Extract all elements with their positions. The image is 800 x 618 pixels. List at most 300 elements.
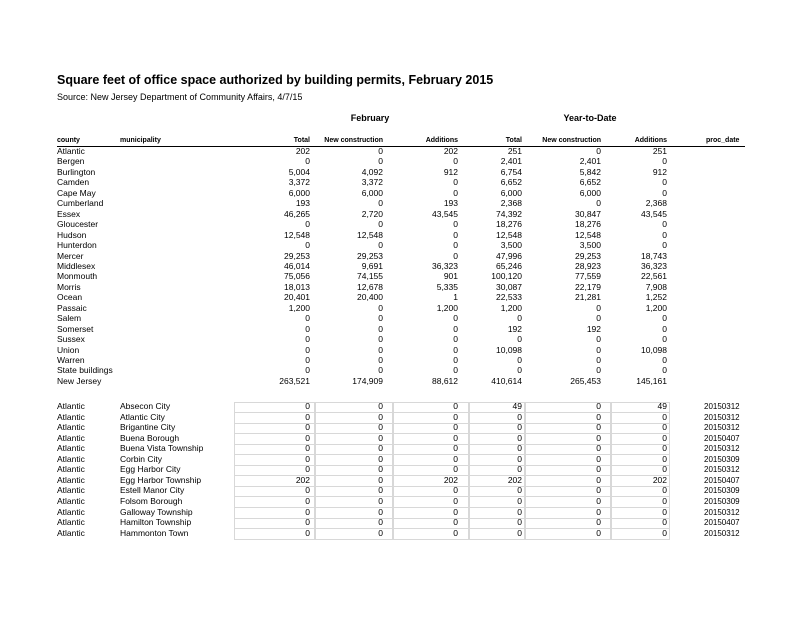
total-cell: 6,000 — [288, 187, 310, 198]
county-cell: Atlantic — [57, 401, 85, 411]
new-construction-cell: 12,678 — [357, 281, 383, 292]
ytd-total-cell: 0 — [517, 422, 522, 433]
col-header-proc-date: proc_date — [706, 137, 740, 144]
additions-cell: 0 — [453, 411, 458, 422]
ytd-additions-cell: 0 — [662, 495, 667, 506]
county-cell: Burlington — [57, 166, 96, 177]
county-row — [0, 198, 800, 209]
group-header-ytd: Year-to-Date — [563, 113, 617, 123]
county-cell: Hudson — [57, 229, 87, 240]
ytd-total-cell: 12,548 — [496, 229, 522, 240]
additions-cell: 202 — [443, 474, 458, 485]
total-cell: 18,013 — [284, 281, 310, 292]
additions-cell: 0 — [453, 229, 458, 240]
county-cell: Somerset — [57, 323, 94, 334]
municipality-row — [0, 485, 800, 496]
county-cell: Passaic — [57, 302, 87, 313]
proc-date-cell: 20150407 — [704, 475, 740, 485]
ytd-total-cell: 2,368 — [500, 198, 522, 209]
additions-cell: 0 — [453, 156, 458, 167]
new-construction-cell: 9,691 — [361, 260, 383, 271]
municipality-cell: Buena Borough — [120, 432, 180, 443]
ytd-total-cell: 65,246 — [496, 260, 522, 271]
county-cell: Atlantic — [57, 146, 85, 156]
county-cell: Atlantic — [57, 495, 85, 506]
county-row — [0, 271, 800, 282]
new-construction-cell: 0 — [378, 401, 383, 411]
ytd-additions-cell: 0 — [662, 517, 667, 528]
ytd-total-cell: 6,000 — [500, 187, 522, 198]
total-cell: 46,014 — [284, 260, 310, 271]
ytd-new-construction-cell: 5,842 — [579, 166, 601, 177]
county-cell: Morris — [57, 281, 81, 292]
ytd-new-construction-cell: 192 — [586, 323, 601, 334]
ytd-additions-cell: 0 — [662, 432, 667, 443]
municipality-row — [0, 464, 800, 475]
county-row — [0, 167, 800, 178]
additions-cell: 1,200 — [436, 302, 458, 313]
total-cell: 202 — [295, 474, 310, 485]
county-cell: Hunterdon — [57, 240, 97, 251]
new-construction-cell: 74,155 — [357, 271, 383, 282]
total-cell: 202 — [295, 146, 310, 156]
new-construction-cell: 0 — [378, 453, 383, 464]
additions-cell: 193 — [443, 198, 458, 209]
new-construction-cell: 0 — [378, 334, 383, 345]
county-row — [0, 376, 800, 387]
additions-cell: 0 — [453, 422, 458, 433]
new-construction-cell: 0 — [378, 517, 383, 528]
ytd-total-cell: 74,392 — [496, 208, 522, 219]
ytd-additions-cell: 0 — [662, 313, 667, 324]
municipality-row — [0, 412, 800, 423]
municipality-cell: Hammonton Town — [120, 527, 189, 538]
total-cell: 0 — [305, 401, 310, 411]
ytd-total-cell: 192 — [507, 323, 522, 334]
county-cell: Atlantic — [57, 443, 85, 454]
new-construction-cell: 0 — [378, 432, 383, 443]
additions-cell: 0 — [453, 527, 458, 538]
total-cell: 5,004 — [288, 166, 310, 177]
ytd-new-construction-cell: 0 — [596, 355, 601, 365]
county-cell: Atlantic — [57, 453, 85, 464]
additions-cell: 0 — [453, 313, 458, 324]
county-cell: Atlantic — [57, 474, 85, 485]
county-cell: Cape May — [57, 187, 96, 198]
ytd-new-construction-cell: 265,453 — [570, 375, 601, 386]
proc-date-cell: 20150309 — [704, 486, 740, 496]
ytd-additions-cell: 0 — [662, 464, 667, 475]
total-cell: 0 — [305, 443, 310, 454]
total-cell: 193 — [295, 198, 310, 209]
county-row — [0, 345, 800, 356]
ytd-additions-cell: 0 — [662, 177, 667, 188]
municipality-cell: Corbin City — [120, 453, 163, 464]
proc-date-cell: 20150407 — [704, 433, 740, 443]
municipality-row — [0, 475, 800, 486]
ytd-total-cell: 0 — [517, 365, 522, 376]
ytd-new-construction-cell: 0 — [596, 302, 601, 313]
municipality-row — [0, 528, 800, 539]
ytd-new-construction-cell: 0 — [596, 495, 601, 506]
county-cell: Atlantic — [57, 527, 85, 538]
col-header-ytd-new-construction: New construction — [542, 137, 601, 144]
new-construction-cell: 0 — [378, 411, 383, 422]
new-construction-cell: 4,092 — [361, 166, 383, 177]
total-cell: 0 — [305, 432, 310, 443]
county-row — [0, 240, 800, 251]
total-cell: 0 — [305, 344, 310, 355]
ytd-additions-cell: 43,545 — [641, 208, 667, 219]
ytd-additions-cell: 18,743 — [641, 250, 667, 261]
new-construction-cell: 0 — [378, 527, 383, 538]
ytd-total-cell: 202 — [507, 474, 522, 485]
col-header-new-construction: New construction — [324, 137, 383, 144]
additions-cell: 0 — [453, 365, 458, 376]
ytd-additions-cell: 0 — [662, 323, 667, 334]
col-header-additions: Additions — [425, 137, 458, 144]
ytd-new-construction-cell: 21,281 — [575, 292, 601, 303]
additions-cell: 0 — [453, 432, 458, 443]
county-cell: Atlantic — [57, 432, 85, 443]
ytd-total-cell: 410,614 — [491, 375, 522, 386]
total-cell: 0 — [305, 495, 310, 506]
additions-cell: 43,545 — [432, 208, 458, 219]
new-construction-cell: 0 — [378, 495, 383, 506]
additions-cell: 0 — [453, 464, 458, 475]
additions-cell: 0 — [453, 177, 458, 188]
proc-date-cell: 20150312 — [704, 402, 740, 411]
total-cell: 0 — [305, 323, 310, 334]
total-cell: 0 — [305, 464, 310, 475]
ytd-additions-cell: 0 — [662, 334, 667, 345]
ytd-total-cell: 0 — [517, 464, 522, 475]
county-cell: Atlantic — [57, 411, 85, 422]
new-construction-cell: 0 — [378, 302, 383, 313]
ytd-total-cell: 251 — [507, 146, 522, 156]
ytd-new-construction-cell: 0 — [596, 443, 601, 454]
additions-cell: 0 — [453, 219, 458, 230]
ytd-total-cell: 0 — [517, 527, 522, 538]
total-cell: 75,056 — [284, 271, 310, 282]
ytd-new-construction-cell: 22,179 — [575, 281, 601, 292]
new-construction-cell: 0 — [378, 474, 383, 485]
col-header-total: Total — [293, 137, 310, 144]
new-construction-cell: 0 — [378, 422, 383, 433]
ytd-new-construction-cell: 77,559 — [575, 271, 601, 282]
total-cell: 20,401 — [284, 292, 310, 303]
new-construction-cell: 0 — [378, 240, 383, 251]
municipality-row — [0, 496, 800, 507]
municipality-row — [0, 422, 800, 433]
additions-cell: 202 — [443, 146, 458, 156]
new-construction-cell: 0 — [378, 146, 383, 156]
ytd-new-construction-cell: 0 — [596, 474, 601, 485]
county-row — [0, 177, 800, 188]
county-cell: Warren — [57, 355, 85, 365]
ytd-additions-cell: 49 — [657, 401, 667, 411]
ytd-additions-cell: 0 — [662, 453, 667, 464]
ytd-new-construction-cell: 29,253 — [575, 250, 601, 261]
county-row — [0, 282, 800, 293]
new-construction-cell: 0 — [378, 506, 383, 517]
county-row — [0, 303, 800, 314]
county-row — [0, 146, 800, 157]
ytd-total-cell: 0 — [517, 517, 522, 528]
municipality-cell: Folsom Borough — [120, 495, 183, 506]
new-construction-cell: 0 — [378, 344, 383, 355]
ytd-additions-cell: 0 — [662, 527, 667, 538]
municipality-row — [0, 433, 800, 444]
county-row — [0, 313, 800, 324]
ytd-new-construction-cell: 0 — [596, 334, 601, 345]
new-construction-cell: 0 — [378, 365, 383, 376]
ytd-additions-cell: 0 — [662, 485, 667, 496]
ytd-new-construction-cell: 0 — [596, 365, 601, 376]
ytd-new-construction-cell: 0 — [596, 146, 601, 156]
county-cell: Union — [57, 344, 80, 355]
municipality-cell: Brigantine City — [120, 422, 176, 433]
ytd-total-cell: 22,533 — [496, 292, 522, 303]
county-row — [0, 188, 800, 199]
additions-cell: 0 — [453, 187, 458, 198]
municipality-cell: Absecon City — [120, 401, 171, 411]
new-construction-cell: 29,253 — [357, 250, 383, 261]
county-cell: State buildings — [57, 365, 113, 376]
total-cell: 0 — [305, 365, 310, 376]
ytd-additions-cell: 251 — [652, 146, 667, 156]
county-cell: Gloucester — [57, 219, 99, 230]
col-header-ytd-total: Total — [505, 137, 522, 144]
total-cell: 0 — [305, 527, 310, 538]
additions-cell: 0 — [453, 443, 458, 454]
total-cell: 0 — [305, 355, 310, 365]
municipality-cell: Atlantic City — [120, 411, 165, 422]
county-cell: Sussex — [57, 334, 85, 345]
total-cell: 0 — [305, 411, 310, 422]
municipality-cell: Estell Manor City — [120, 485, 185, 496]
new-construction-cell: 20,400 — [357, 292, 383, 303]
ytd-new-construction-cell: 6,000 — [579, 187, 601, 198]
total-cell: 0 — [305, 334, 310, 345]
ytd-additions-cell: 1,252 — [645, 292, 667, 303]
ytd-new-construction-cell: 30,847 — [575, 208, 601, 219]
total-cell: 263,521 — [279, 375, 310, 386]
new-construction-cell: 3,372 — [361, 177, 383, 188]
additions-cell: 0 — [453, 506, 458, 517]
ytd-new-construction-cell: 0 — [596, 344, 601, 355]
county-cell: Atlantic — [57, 506, 85, 517]
ytd-additions-cell: 2,368 — [645, 198, 667, 209]
additions-cell: 0 — [453, 495, 458, 506]
county-row — [0, 156, 800, 167]
col-header-ytd-additions: Additions — [634, 137, 667, 144]
additions-cell: 901 — [443, 271, 458, 282]
additions-cell: 5,335 — [436, 281, 458, 292]
proc-date-cell: 20150407 — [704, 518, 740, 528]
additions-cell: 88,612 — [432, 375, 458, 386]
ytd-total-cell: 30,087 — [496, 281, 522, 292]
total-cell: 0 — [305, 240, 310, 251]
ytd-new-construction-cell: 0 — [596, 432, 601, 443]
ytd-new-construction-cell: 0 — [596, 517, 601, 528]
municipality-cell: Egg Harbor Township — [120, 474, 202, 485]
new-construction-cell: 0 — [378, 485, 383, 496]
county-cell: Camden — [57, 177, 90, 188]
total-cell: 0 — [305, 422, 310, 433]
county-cell: Atlantic — [57, 485, 85, 496]
ytd-total-cell: 18,276 — [496, 219, 522, 230]
new-construction-cell: 174,909 — [352, 375, 383, 386]
ytd-total-cell: 6,754 — [500, 166, 522, 177]
municipality-row — [0, 454, 800, 465]
ytd-total-cell: 0 — [517, 443, 522, 454]
ytd-total-cell: 0 — [517, 334, 522, 345]
additions-cell: 0 — [453, 401, 458, 411]
new-construction-cell: 0 — [378, 313, 383, 324]
additions-cell: 1 — [453, 292, 458, 303]
additions-cell: 0 — [453, 355, 458, 365]
total-cell: 0 — [305, 219, 310, 230]
ytd-additions-cell: 0 — [662, 506, 667, 517]
ytd-total-cell: 0 — [517, 495, 522, 506]
proc-date-cell: 20150312 — [704, 528, 740, 538]
additions-cell: 0 — [453, 240, 458, 251]
ytd-total-cell: 0 — [517, 506, 522, 517]
total-cell: 0 — [305, 517, 310, 528]
county-cell: Atlantic — [57, 422, 85, 433]
additions-cell: 0 — [453, 344, 458, 355]
county-row — [0, 219, 800, 230]
county-row — [0, 209, 800, 220]
proc-date-cell: 20150312 — [704, 465, 740, 475]
new-construction-cell: 2,720 — [361, 208, 383, 219]
ytd-new-construction-cell: 18,276 — [575, 219, 601, 230]
county-row — [0, 365, 800, 376]
total-cell: 46,265 — [284, 208, 310, 219]
proc-date-cell: 20150309 — [704, 454, 740, 464]
total-cell: 3,372 — [288, 177, 310, 188]
proc-date-cell: 20150312 — [704, 412, 740, 422]
new-construction-cell: 0 — [378, 156, 383, 167]
county-cell: Ocean — [57, 292, 83, 303]
ytd-total-cell: 0 — [517, 453, 522, 464]
total-cell: 12,548 — [284, 229, 310, 240]
new-construction-cell: 0 — [378, 323, 383, 334]
county-cell: Middlesex — [57, 260, 96, 271]
ytd-total-cell: 100,120 — [491, 271, 522, 282]
municipality-row — [0, 443, 800, 454]
county-cell: New Jersey — [57, 375, 102, 386]
county-cell: Bergen — [57, 156, 85, 167]
total-cell: 1,200 — [288, 302, 310, 313]
ytd-additions-cell: 7,908 — [645, 281, 667, 292]
ytd-additions-cell: 1,200 — [645, 302, 667, 313]
new-construction-cell: 0 — [378, 464, 383, 475]
additions-cell: 0 — [453, 334, 458, 345]
ytd-total-cell: 0 — [517, 355, 522, 365]
county-row — [0, 334, 800, 345]
ytd-additions-cell: 0 — [662, 187, 667, 198]
county-cell: Cumberland — [57, 198, 104, 209]
county-cell: Atlantic — [57, 464, 85, 475]
ytd-additions-cell: 0 — [662, 365, 667, 376]
ytd-new-construction-cell: 0 — [596, 485, 601, 496]
county-cell: Atlantic — [57, 517, 85, 528]
page-title: Square feet of office space authorized by building permits, February 2015 — [57, 73, 494, 87]
ytd-additions-cell: 10,098 — [641, 344, 667, 355]
additions-cell: 0 — [453, 453, 458, 464]
ytd-total-cell: 49 — [512, 401, 522, 411]
ytd-new-construction-cell: 28,923 — [575, 260, 601, 271]
additions-cell: 0 — [453, 323, 458, 334]
ytd-additions-cell: 22,561 — [641, 271, 667, 282]
ytd-additions-cell: 912 — [652, 166, 667, 177]
ytd-new-construction-cell: 0 — [596, 411, 601, 422]
ytd-new-construction-cell: 3,500 — [579, 240, 601, 251]
proc-date-cell: 20150309 — [704, 496, 740, 506]
ytd-total-cell: 1,200 — [500, 302, 522, 313]
additions-cell: 0 — [453, 250, 458, 261]
group-header-february: February — [350, 113, 390, 123]
proc-date-cell: 20150312 — [704, 423, 740, 433]
total-cell: 0 — [305, 485, 310, 496]
municipality-cell: Galloway Township — [120, 506, 193, 517]
ytd-total-cell: 0 — [517, 485, 522, 496]
ytd-additions-cell: 0 — [662, 411, 667, 422]
col-header-county: county — [57, 137, 80, 144]
municipality-cell: Buena Vista Township — [120, 443, 204, 454]
ytd-new-construction-cell: 2,401 — [579, 156, 601, 167]
ytd-total-cell: 6,652 — [500, 177, 522, 188]
ytd-additions-cell: 0 — [662, 156, 667, 167]
ytd-total-cell: 3,500 — [500, 240, 522, 251]
county-cell: Salem — [57, 313, 82, 324]
ytd-total-cell: 10,098 — [496, 344, 522, 355]
ytd-new-construction-cell: 0 — [596, 527, 601, 538]
ytd-total-cell: 0 — [517, 432, 522, 443]
ytd-new-construction-cell: 0 — [596, 198, 601, 209]
municipality-row — [0, 401, 800, 412]
county-cell: Essex — [57, 208, 81, 219]
municipality-cell: Egg Harbor City — [120, 464, 181, 475]
ytd-new-construction-cell: 12,548 — [575, 229, 601, 240]
county-cell: Mercer — [57, 250, 84, 261]
ytd-total-cell: 2,401 — [500, 156, 522, 167]
county-row — [0, 251, 800, 262]
ytd-additions-cell: 202 — [652, 474, 667, 485]
ytd-new-construction-cell: 0 — [596, 313, 601, 324]
county-row — [0, 324, 800, 335]
ytd-new-construction-cell: 6,652 — [579, 177, 601, 188]
proc-date-cell: 20150312 — [704, 507, 740, 517]
additions-cell: 36,323 — [432, 260, 458, 271]
ytd-additions-cell: 0 — [662, 355, 667, 365]
source-note: Source: New Jersey Department of Community Affairs, 4/7/15 — [57, 92, 303, 102]
municipality-row — [0, 517, 800, 528]
ytd-additions-cell: 0 — [662, 422, 667, 433]
proc-date-cell: 20150312 — [704, 444, 740, 454]
ytd-total-cell: 47,996 — [496, 250, 522, 261]
ytd-total-cell: 0 — [517, 313, 522, 324]
additions-cell: 0 — [453, 485, 458, 496]
additions-cell: 912 — [443, 166, 458, 177]
total-cell: 29,253 — [284, 250, 310, 261]
municipality-cell: Hamilton Township — [120, 517, 192, 528]
ytd-new-construction-cell: 0 — [596, 422, 601, 433]
ytd-new-construction-cell: 0 — [596, 453, 601, 464]
total-cell: 0 — [305, 453, 310, 464]
